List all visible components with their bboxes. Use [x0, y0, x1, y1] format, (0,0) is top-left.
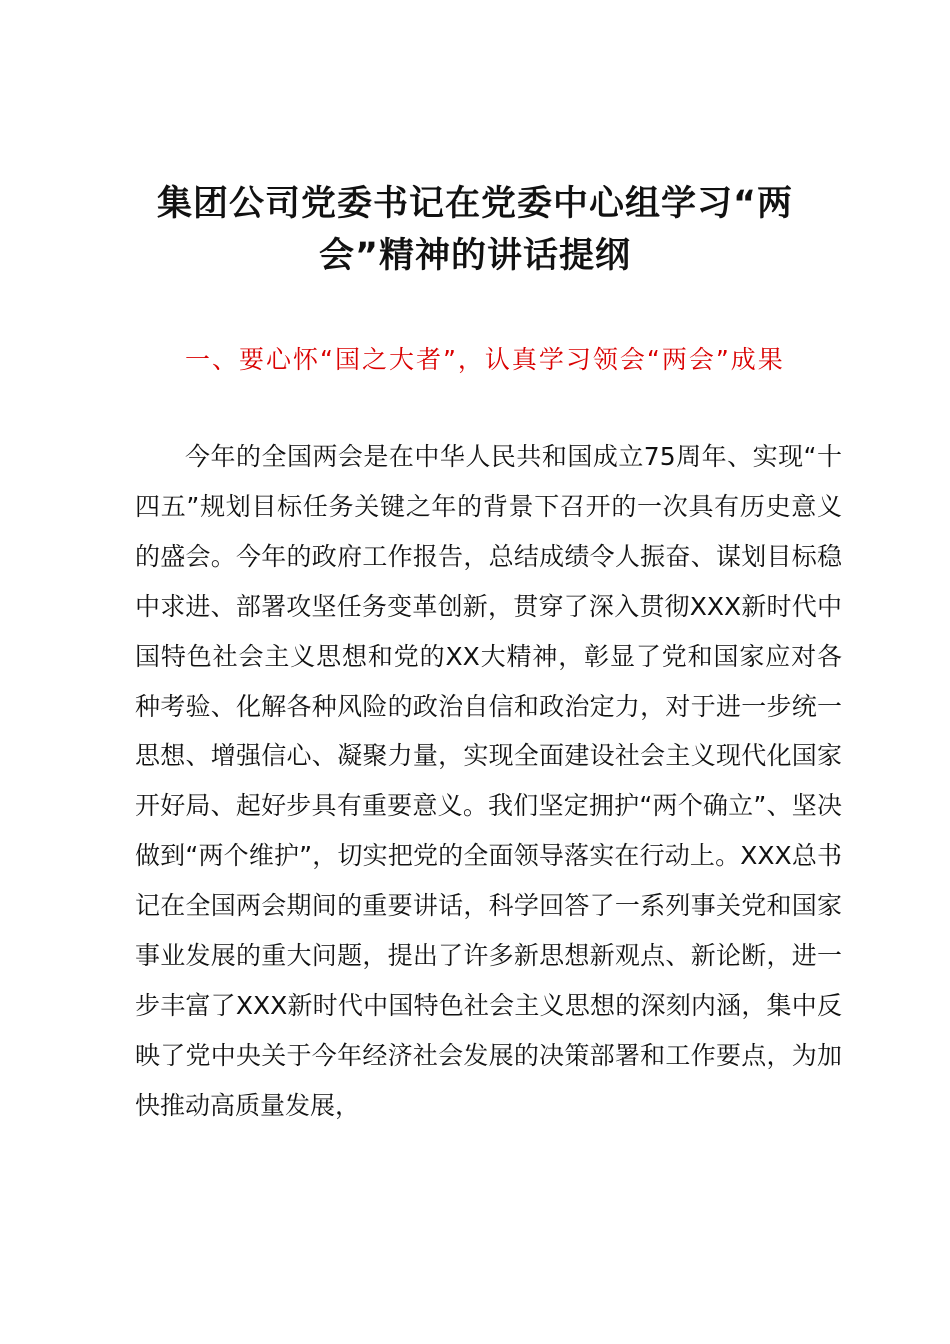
- body-paragraph: 今年的全国两会是在中华人民共和国成立75周年、实现“十四五”规划目标任务关键之年的背景下召开的一次具有历史意义的盛会。今年的政府工作报告，总结成绩令人振奋、谋划目标稳中求进、部署攻坚任务变革创新，贯穿了深入贯彻XXX新时代中国特色社会主义思想和党的XX大精神，彰显了党和国家应对各种考验、化解各种风险的政治自信和政治定力，对于进一步统一思想、增强信心、凝聚力量，实现全面建设社会主义现代化国家开好局、起好步具有重要意义。我们坚定拥护“两个确立”、坚决做到“两个维护”，切实把党的全面领导落实在行动上。XXX总书记在全国两会期间的重要讲话，科学回答了一系列事关党和国家事业发展的重大问题，提出了许多新思想新观点、新论断，进一步丰富了XXX新时代中国特色社会主义思想的深刻内涵，集中反映了党中央关于今年经济社会发展的决策部署和工作要点，为加快推动高质量发展，: [135, 442, 842, 1120]
- document-title: 集团公司党委书记在党委中心组学习“两会”精神的讲话提纲: [156, 184, 793, 276]
- section-heading: 一、要心怀“国之大者”，认真学习领会“两会”成果: [185, 345, 785, 374]
